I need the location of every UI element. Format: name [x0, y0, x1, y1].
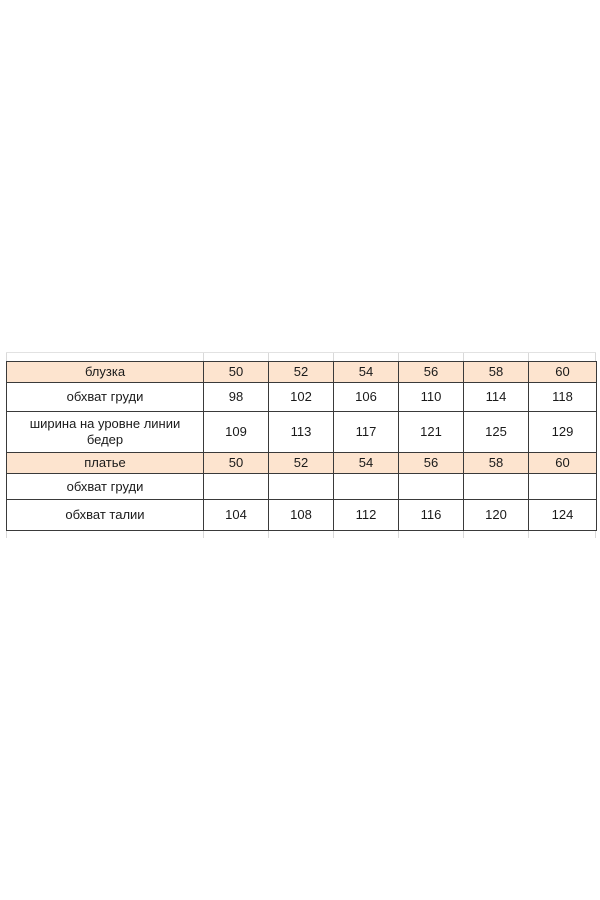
value-cell: 125: [464, 412, 529, 453]
value-cell: 118: [529, 383, 597, 412]
value-cell: [269, 474, 334, 500]
table-row: [7, 383, 597, 412]
size-cell: 58: [464, 453, 529, 474]
value-cell: 116: [399, 500, 464, 531]
value-cell: 102: [269, 383, 334, 412]
value-cell: 98: [204, 383, 269, 412]
table-row: [7, 474, 597, 500]
row-label: ширина на уровне линии бедер: [7, 412, 204, 453]
value-cell: 104: [204, 500, 269, 531]
table-row: [7, 500, 597, 531]
value-cell: 112: [334, 500, 399, 531]
table-header-row: [7, 362, 597, 383]
size-cell: 50: [204, 362, 269, 383]
value-cell: [399, 474, 464, 500]
size-cell: 50: [204, 453, 269, 474]
value-cell: 110: [399, 383, 464, 412]
row-label: обхват груди: [7, 474, 204, 500]
value-cell: 121: [399, 412, 464, 453]
size-cell: 60: [529, 453, 597, 474]
value-cell: 106: [334, 383, 399, 412]
value-cell: 129: [529, 412, 597, 453]
row-label: обхват талии: [7, 500, 204, 531]
size-cell: 54: [334, 362, 399, 383]
size-cell: 56: [399, 453, 464, 474]
value-cell: 124: [529, 500, 597, 531]
size-cell: 58: [464, 362, 529, 383]
table-row: [7, 412, 597, 453]
value-cell: [204, 474, 269, 500]
value-cell: 109: [204, 412, 269, 453]
value-cell: [529, 474, 597, 500]
table-header-row: [7, 453, 597, 474]
row-label: обхват груди: [7, 383, 204, 412]
value-cell: 120: [464, 500, 529, 531]
value-cell: 113: [269, 412, 334, 453]
value-cell: [334, 474, 399, 500]
size-chart-sheet: [6, 352, 596, 538]
size-cell: 52: [269, 453, 334, 474]
size-cell: 54: [334, 453, 399, 474]
size-cell: 56: [399, 362, 464, 383]
size-cell: 60: [529, 362, 597, 383]
size-cell: 52: [269, 362, 334, 383]
value-cell: 114: [464, 383, 529, 412]
value-cell: 117: [334, 412, 399, 453]
size-table: [6, 361, 597, 531]
section-label: блузка: [7, 362, 204, 383]
value-cell: [464, 474, 529, 500]
section-label: платье: [7, 453, 204, 474]
value-cell: 108: [269, 500, 334, 531]
grid-line: [6, 352, 596, 353]
